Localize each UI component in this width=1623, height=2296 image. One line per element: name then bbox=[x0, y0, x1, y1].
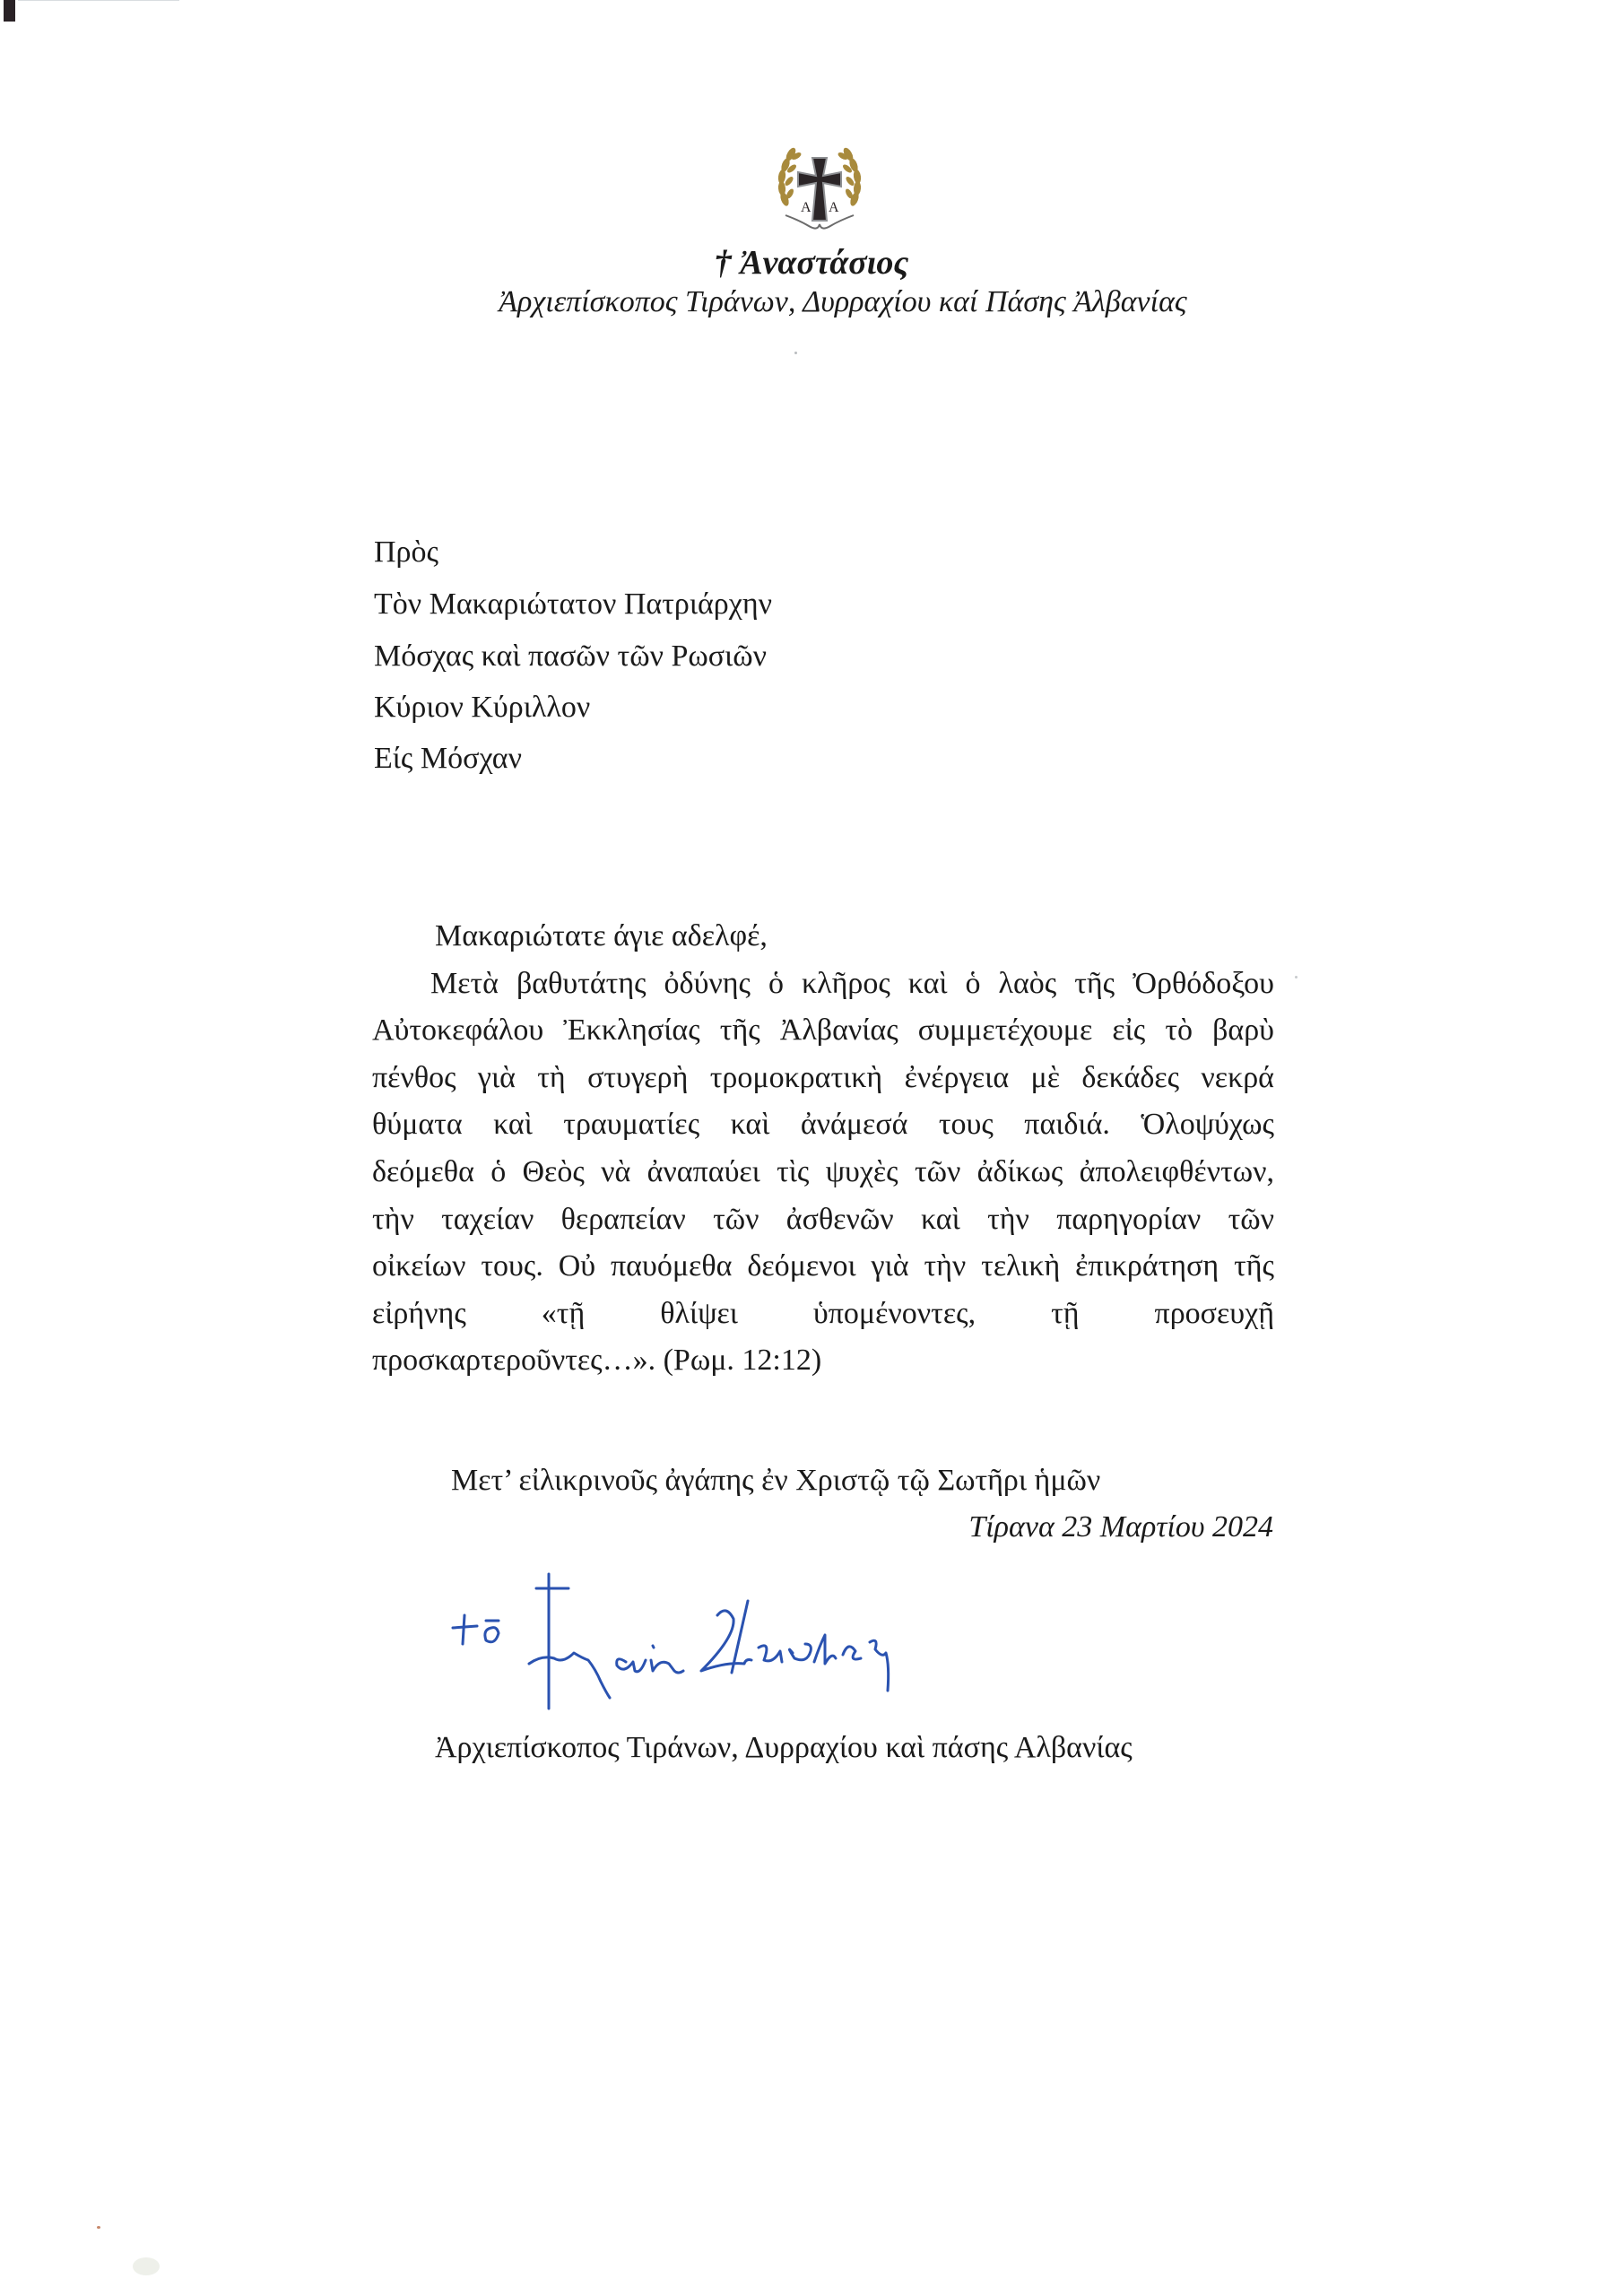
recipient-line: Κύριον Κύριλλον bbox=[374, 691, 591, 724]
body-line: Αὐτοκεφάλου Ἐκκλησίας τῆς Ἀλβανίας συμμετέχουμε εἰς τὸ βαρὺ bbox=[372, 1013, 1274, 1047]
emblem-letter-right: Α bbox=[829, 200, 839, 215]
salutation: Μακαριώτατε άγιε αδελφέ, bbox=[435, 919, 768, 952]
valediction: Μετ’ εἰλικρινοῦς ἀγάπης ἐν Χριστῷ τῷ Σωτῆρι ἡμῶν bbox=[451, 1464, 1101, 1497]
paper-speck bbox=[1295, 976, 1298, 978]
body-line: οἰκείων τους. Οὐ παυόμεθα δεόμενοι γιὰ τὴν τελικὴ ἐπικράτηση τῆς bbox=[372, 1249, 1274, 1283]
paper-speck bbox=[97, 2226, 100, 2229]
place-date: Τίρανα 23 Μαρτίου 2024 bbox=[968, 1510, 1273, 1544]
recipient-line: Πρὸς bbox=[374, 535, 438, 569]
paper-speck bbox=[133, 2257, 160, 2275]
signatory-title: Ἀρχιεπίσκοπος Τιράνων, Δυρραχίου καὶ πάσης Αλβανίας bbox=[435, 1731, 1133, 1764]
cross-emblem-icon bbox=[773, 135, 866, 233]
body-line: προσκαρτεροῦντες…». (Ρωμ. 12:12) bbox=[372, 1344, 822, 1377]
recipient-line: Είς Μόσχαν bbox=[374, 742, 522, 775]
body-line: τὴν ταχείαν θεραπείαν τῶν ἀσθενῶν καὶ τὴν παρηγορίαν τῶν bbox=[372, 1203, 1274, 1236]
paper-speck bbox=[794, 352, 797, 354]
body-line: πένθος γιὰ τὴ στυγερὴ τρομοκρατικὴ ἐνέργεια μὲ δεκάδες νεκρά bbox=[372, 1061, 1274, 1094]
recipient-line: Μόσχας καὶ πασῶν τῶν Ρωσιῶν bbox=[374, 639, 767, 673]
body-line: θύματα καὶ τραυματίες καὶ ἀνάμεσά τους παιδιά. Ὁλοψύχως bbox=[372, 1108, 1274, 1141]
scan-edge-mark bbox=[4, 0, 15, 22]
sender-title: Ἀρχιεπίσκοπος Τιράνων, Δυρραχίου καί Πάσης Ἀλβανίας bbox=[499, 285, 1187, 318]
emblem-letter-left: Α bbox=[801, 200, 812, 215]
body-line: εἰρήνης «τῇ θλίψει ὑπομένοντες, τῇ προσευχῇ bbox=[372, 1297, 1274, 1330]
body-line: Μετὰ βαθυτάτης ὀδύνης ὁ κλῆρος καὶ ὁ λαὸς τῆς Ὀρθόδοξου bbox=[430, 967, 1274, 1000]
sender-name: † Ἀναστάσιος bbox=[714, 244, 909, 282]
scan-edge-line bbox=[18, 0, 179, 1]
handwritten-signature-icon bbox=[448, 1565, 1148, 1744]
recipient-line: Τὸν Μακαριώτατον Πατριάρχην bbox=[374, 587, 773, 621]
body-line: δεόμεθα ὁ Θεὸς νὰ ἀναπαύει τὶς ψυχὲς τῶν ἀδίκως ἀπολειφθέντων, bbox=[372, 1155, 1274, 1188]
